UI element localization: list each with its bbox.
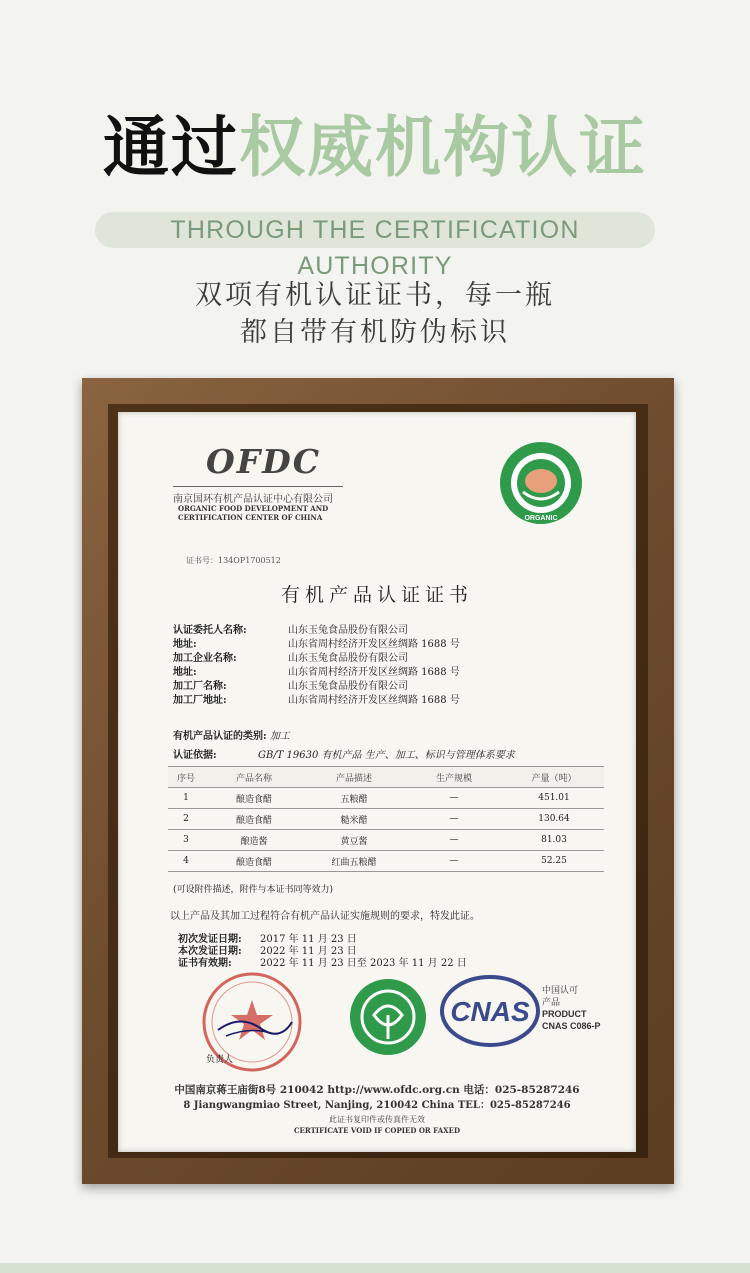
certificate-title: 有机产品认证证书 — [280, 584, 473, 606]
info-value: 山东省周村经济开发区丝绸路 1688 号 — [288, 639, 460, 650]
cnas-line-4: CNAS C086-P — [542, 1021, 601, 1031]
date-value: 2017 年 11 月 23 日 — [260, 934, 357, 945]
table-cell: — — [404, 851, 504, 872]
info-value: 山东玉兔食品股份有限公司 — [288, 625, 408, 636]
cnas-logo-text: CNAS — [450, 996, 530, 1027]
table-cell: 3 — [168, 830, 204, 851]
date-value: 2022 年 11 月 23 日 — [260, 946, 357, 957]
table-cell: 130.64 — [504, 809, 604, 830]
cnas-logo-icon — [440, 975, 540, 1047]
dates-block — [178, 934, 467, 970]
info-row — [173, 638, 460, 652]
info-row — [173, 694, 460, 708]
info-value: 山东玉兔食品股份有限公司 — [288, 681, 408, 692]
table-cell: 红曲五粮醋 — [304, 851, 404, 872]
table-cell: 五粮醋 — [304, 788, 404, 809]
table-cell: 451.01 — [504, 788, 604, 809]
info-key: 地址: — [173, 639, 197, 650]
organic-logo-label: ORGANIC — [524, 515, 558, 522]
table-cell: 酿造酱 — [204, 830, 304, 851]
cnas-caption — [542, 984, 601, 1032]
table-row — [168, 809, 604, 830]
date-row — [178, 934, 467, 946]
basis-value: GB/T 19630 有机产品 生产、加工、标识与管理体系要求 — [258, 750, 515, 761]
center-name-en-2: CERTIFICATION CENTER OF CHINA — [178, 513, 323, 522]
info-row — [173, 624, 460, 638]
bottom-accent-bar — [0, 1263, 750, 1273]
center-name-cn: 南京国环有机产品认证中心有限公司 — [173, 486, 343, 505]
organic-logo-icon — [498, 440, 584, 526]
product-table — [168, 766, 604, 872]
table-header-row — [168, 767, 604, 788]
table-row — [168, 788, 604, 809]
table-header: 产品名称 — [204, 767, 304, 788]
subtitle-line-2: 都自带有机防伪标识 — [240, 317, 510, 348]
category-line — [173, 727, 290, 742]
signer-label: 负责人 — [206, 1055, 234, 1065]
table-cell: — — [404, 809, 504, 830]
table-cell: 2 — [168, 809, 204, 830]
table-cell: 酿造食醋 — [204, 809, 304, 830]
category-key: 有机产品认证的类别: — [173, 731, 267, 742]
table-header: 序号 — [168, 767, 204, 788]
table-cell: 1 — [168, 788, 204, 809]
table-cell: 酿造食醋 — [204, 851, 304, 872]
basis-line — [173, 746, 515, 761]
headline-black: 通过 — [103, 109, 239, 186]
date-value: 2022 年 11 月 23 日至 2023 年 11 月 22 日 — [260, 958, 467, 969]
void-notice-en: CERTIFICATE VOID IF COPIED OR FAXED — [293, 1126, 461, 1135]
date-key: 证书有效期: — [178, 958, 232, 969]
date-row — [178, 958, 467, 970]
table-header: 产量（吨） — [504, 767, 604, 788]
cnas-line-1: 中国认可 — [542, 985, 579, 995]
table-row — [168, 830, 604, 851]
attachment-note: (可设附件描述，附件与本证书同等效力) — [173, 885, 334, 895]
table-header: 产品描述 — [304, 767, 404, 788]
info-value: 山东省周村经济开发区丝绸路 1688 号 — [288, 667, 460, 678]
date-key: 本次发证日期: — [178, 946, 242, 957]
compliance-statement: 以上产品及其加工过程符合有机产品认证实施规则的要求，特发此证。 — [170, 911, 480, 922]
table-row — [168, 851, 604, 872]
table-cell: 81.03 — [504, 830, 604, 851]
info-key: 地址: — [173, 667, 197, 678]
ofdc-logo: OFDC — [206, 442, 322, 481]
table-cell: 52.25 — [504, 851, 604, 872]
basis-key: 认证依据: — [173, 750, 217, 761]
info-key: 加工厂地址: — [173, 695, 227, 706]
table-cell: 酿造食醋 — [204, 788, 304, 809]
void-notice-cn: 此证书复印件或传真件无效 — [329, 1115, 425, 1124]
subtitle-line-1: 双项有机认证证书，每一瓶 — [195, 280, 555, 311]
table-cell: — — [404, 788, 504, 809]
category-value: 加工 — [269, 731, 290, 742]
english-subtitle-pill: THROUGH THE CERTIFICATION AUTHORITY — [95, 212, 655, 248]
certificate — [118, 412, 636, 1152]
info-value: 山东省周村经济开发区丝绸路 1688 号 — [288, 695, 460, 706]
table-cell: 糙米醋 — [304, 809, 404, 830]
info-key: 加工厂名称: — [173, 681, 227, 692]
info-key: 加工企业名称: — [173, 653, 237, 664]
info-block — [173, 624, 460, 708]
center-name-en-1: ORGANIC FOOD DEVELOPMENT AND — [178, 504, 329, 513]
address-en: 8 Jiangwangmiao Street, Nanjing, 210042 China TEL：025-85287246 — [183, 1100, 571, 1111]
date-row — [178, 946, 467, 958]
address-cn: 中国南京蒋王庙街8号 210042 http://www.ofdc.org.cn 电话：025-85287246 — [174, 1084, 580, 1096]
headline-green: 权威机构认证 — [239, 109, 647, 186]
cnas-line-3: PRODUCT — [542, 1009, 587, 1019]
organic-product-logo-icon — [348, 977, 428, 1057]
cnas-line-2: 产品 — [542, 997, 561, 1007]
table-cell: 黄豆酱 — [304, 830, 404, 851]
info-value: 山东玉兔食品股份有限公司 — [288, 653, 408, 664]
info-row — [173, 666, 460, 680]
certificate-number: 证书号：134OP1700512 — [186, 556, 281, 565]
info-row — [173, 652, 460, 666]
date-key: 初次发证日期: — [178, 934, 242, 945]
table-header: 生产规模 — [404, 767, 504, 788]
table-cell: — — [404, 830, 504, 851]
info-key: 认证委托人名称: — [173, 625, 247, 636]
info-row — [173, 680, 460, 694]
headline — [0, 108, 750, 188]
table-cell: 4 — [168, 851, 204, 872]
